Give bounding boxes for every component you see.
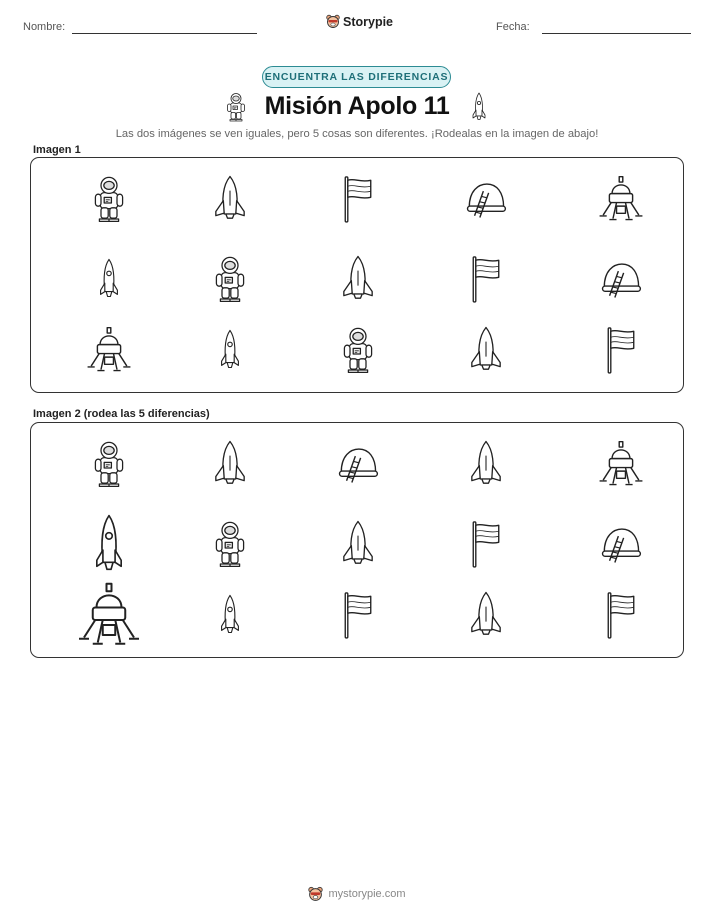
activity-badge: ENCUENTRA LAS DIFERENCIAS (262, 66, 451, 88)
storypie-logo (326, 14, 393, 29)
astronaut-icon[interactable] (214, 520, 246, 568)
flag-icon (341, 173, 375, 225)
rocket-small-icon (216, 324, 244, 376)
helmet-icon (599, 257, 643, 301)
lander-icon[interactable] (598, 439, 644, 489)
rocket-icon[interactable] (468, 590, 504, 640)
rocket-small-icon[interactable] (216, 589, 244, 641)
flag-icon (604, 324, 638, 376)
astronaut-icon[interactable] (93, 440, 125, 488)
brand-name: Storypie (343, 14, 394, 29)
image1-label: Imagen 1 (33, 144, 81, 156)
rocket-icon (469, 92, 489, 122)
lander-icon (598, 174, 644, 224)
rocket-icon (212, 174, 248, 224)
flag-icon (469, 253, 503, 305)
flag-icon[interactable] (341, 589, 375, 641)
footer-url[interactable]: mystorypie.com (328, 888, 406, 900)
flag-icon[interactable] (469, 518, 503, 570)
rocket-icon[interactable] (212, 439, 248, 489)
lander-icon (86, 325, 132, 375)
astronaut-icon (214, 255, 246, 303)
rocket-small-icon (95, 253, 123, 305)
date-label: Fecha: (496, 21, 530, 33)
astronaut-icon (342, 326, 374, 374)
rocket-icon[interactable] (468, 439, 504, 489)
image2-panel[interactable] (30, 422, 684, 658)
image2-label: Imagen 2 (rodea las 5 diferencias) (33, 408, 210, 420)
instructions: Las dos imágenes se ven iguales, pero 5 cosas son diferentes. ¡Rodealas en la imagen de abajo! (115, 128, 599, 140)
image1-panel (30, 157, 684, 393)
helmet-icon[interactable] (599, 522, 643, 566)
astronaut-icon (93, 175, 125, 223)
footer (0, 886, 714, 902)
bear-logo-icon (308, 886, 323, 902)
name-label: Nombre: (23, 21, 66, 33)
bear-logo-icon (326, 14, 340, 29)
rocket-small-icon[interactable] (89, 506, 130, 581)
astronaut-icon (226, 92, 246, 122)
page-title: Misión Apolo 11 (264, 92, 450, 120)
lander-icon[interactable] (77, 580, 141, 650)
date-field-line[interactable] (542, 33, 691, 34)
rocket-icon (468, 325, 504, 375)
name-field-line[interactable] (72, 33, 257, 34)
rocket-icon (340, 254, 376, 304)
helmet-icon[interactable] (336, 442, 380, 486)
rocket-icon[interactable] (340, 519, 376, 569)
flag-icon[interactable] (604, 589, 638, 641)
helmet-icon (464, 177, 508, 221)
